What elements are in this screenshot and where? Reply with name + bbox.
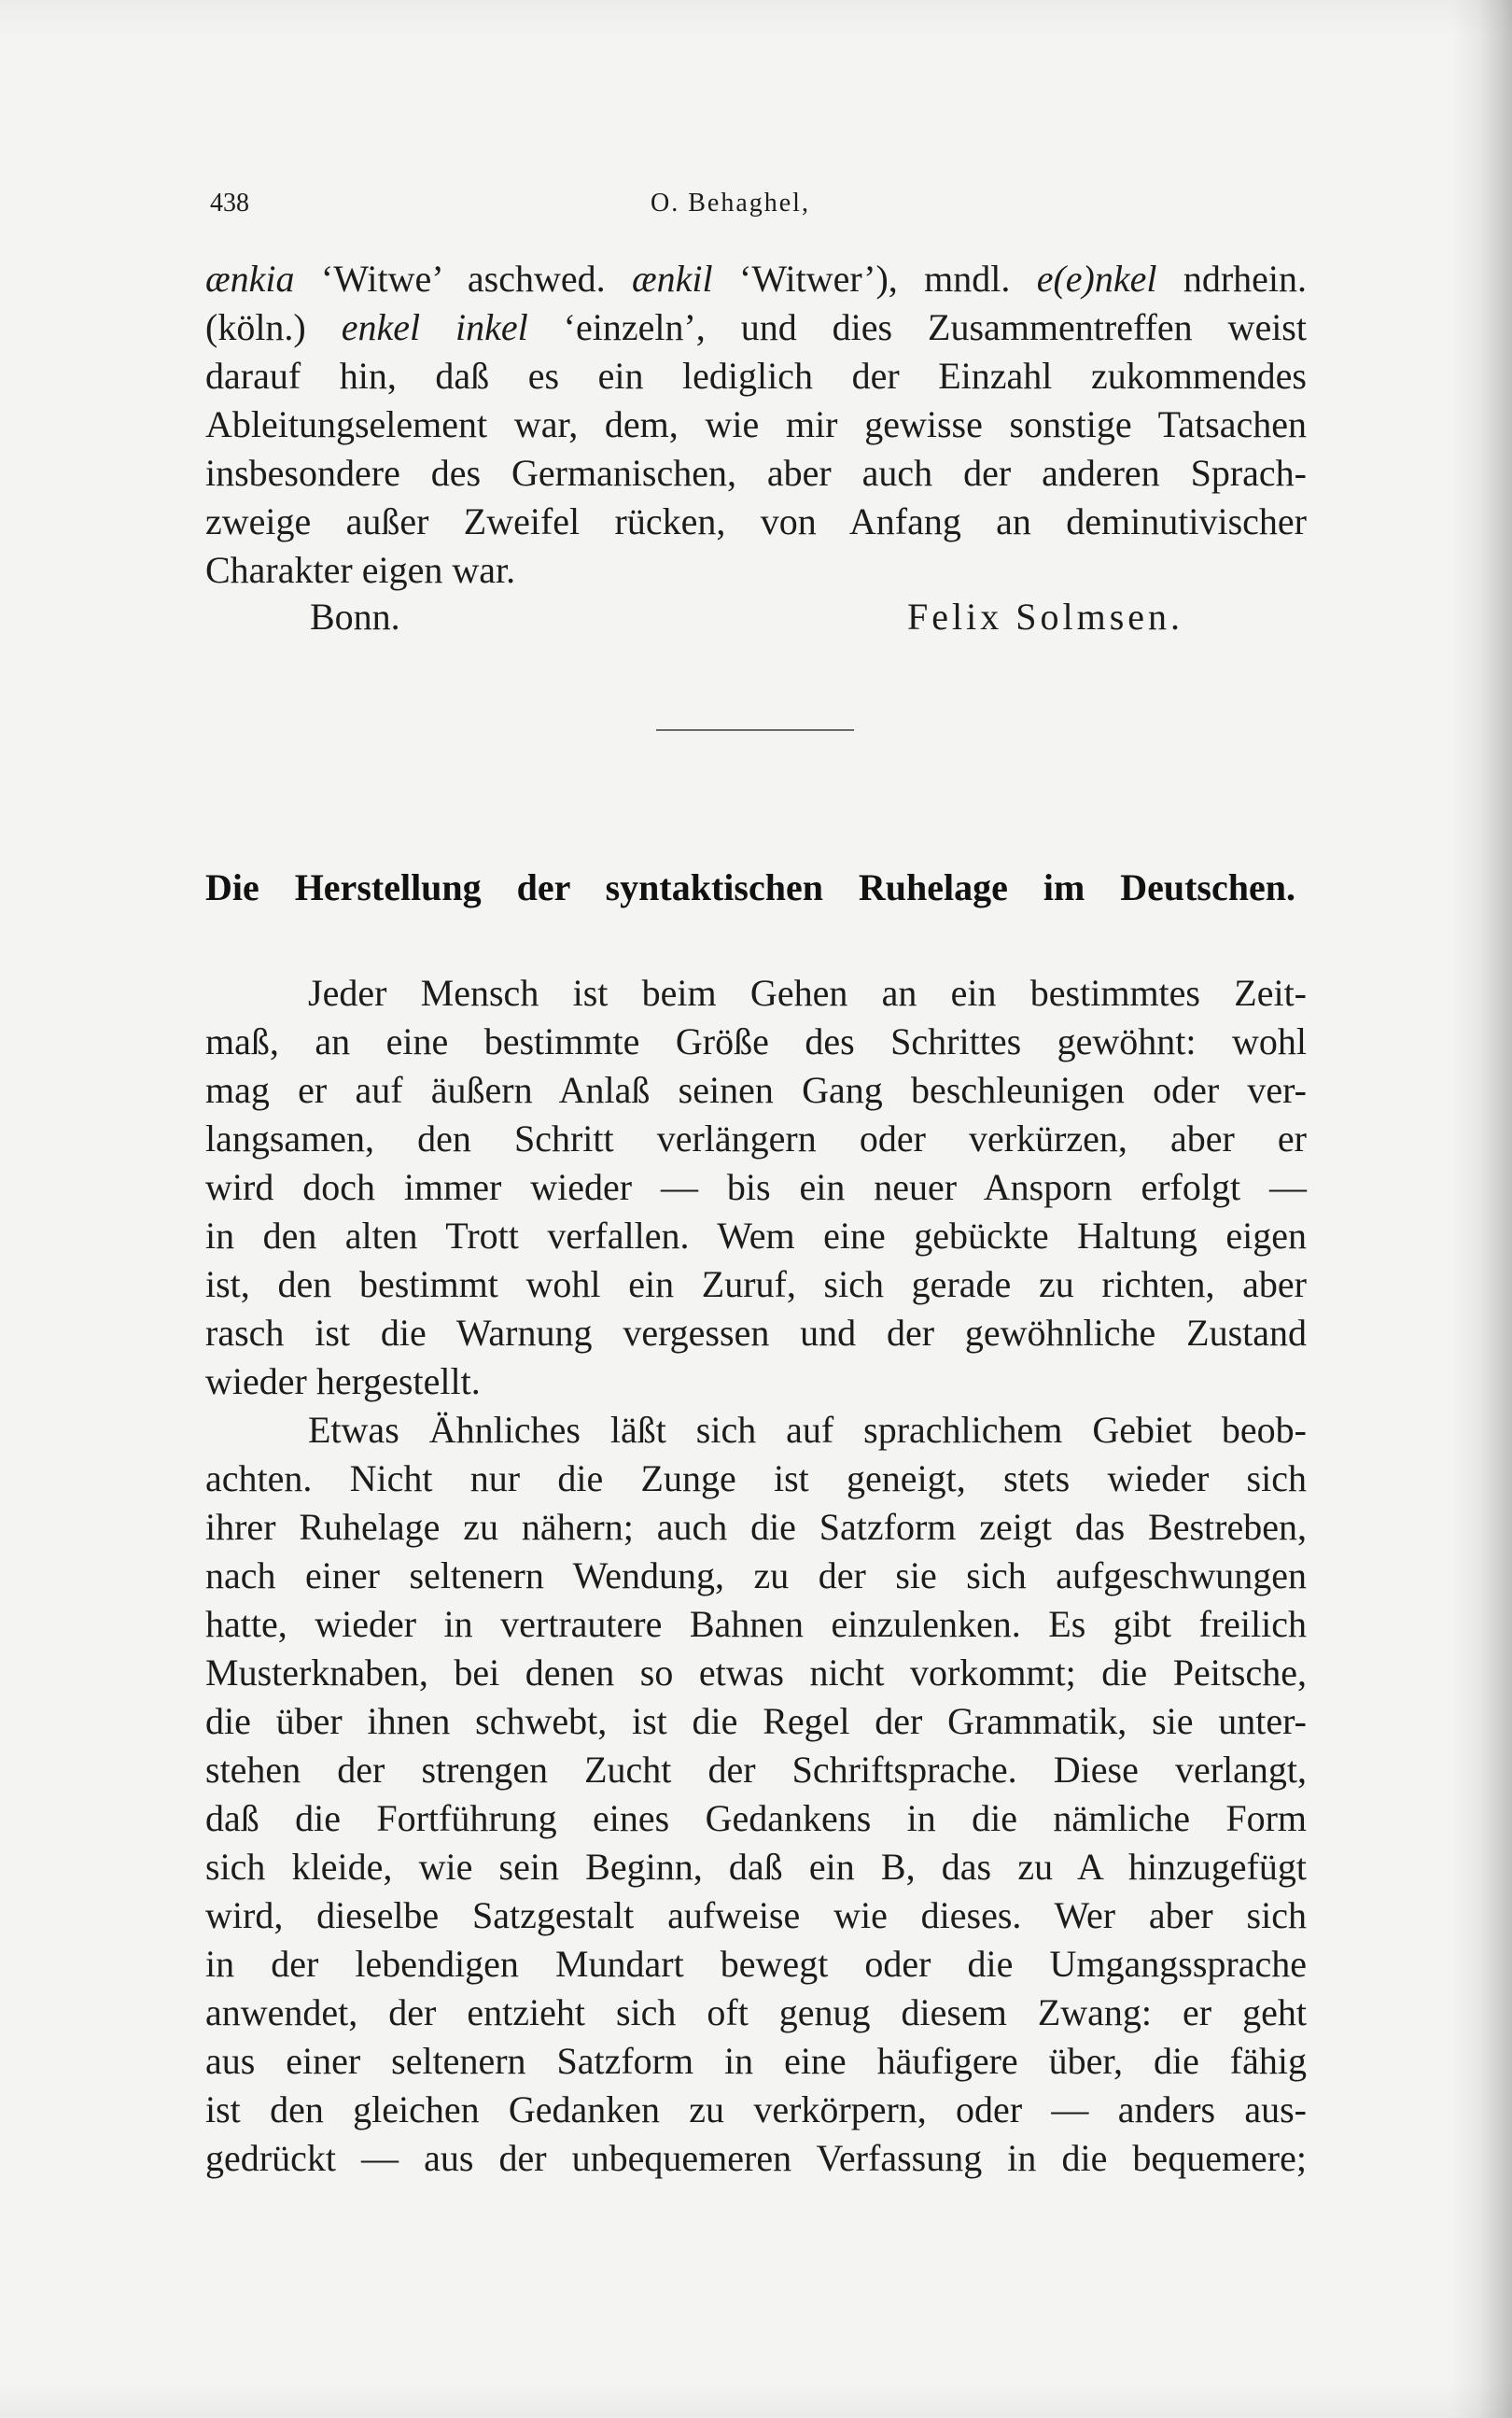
italic-word: ænkia [205,258,295,300]
signature [205,593,1307,641]
text-run: ‘Witwer’), mndl. [712,258,1037,300]
text-line: wieder hergestellt. [205,1360,481,1402]
text-line: wird, dieselbe Satzgestalt aufweise wie dieses. Wer aber sich [205,1894,1307,1936]
text-run: ndrhein. [1156,258,1308,300]
text-line: nach einer seltenern Wendung, zu der sie sich aufgeschwungen [205,1554,1307,1596]
article-title: Die Herstellung der syntaktischen Ruhelage im Deutschen. [205,866,1295,908]
text-line: Musterknaben, bei denen so etwas nicht vorkommt; die Peitsche, [205,1652,1307,1694]
italic-word: e(e)nkel [1036,258,1157,300]
text-line: Ableitungselement war, dem, wie mir gewisse sonstige Tatsachen [205,403,1307,445]
text-line: achten. Nicht nur die Zunge ist geneigt, stets wieder sich [205,1457,1307,1499]
signature-place: Bonn. [310,596,400,638]
text-line: langsamen, den Schritt verlängern oder verkürzen, aber er [205,1118,1307,1160]
page-number: 438 [210,189,249,218]
text-line: sich kleide, wie sein Beginn, daß ein B, das zu A hinzugefügt [205,1846,1307,1888]
text-run: ‘Witwe’ aschwed. [294,258,632,300]
text-line: hatte, wieder in vertrautere Bahnen einzulenken. Es gibt freilich [205,1603,1307,1645]
text-line: Etwas Ähnliches läßt sich auf sprachlichem Gebiet beob- [308,1409,1307,1451]
paragraph-2 [205,1406,1307,2183]
text-line: mag er auf äußern Anlaß seinen Gang beschleunigen oder ver- [205,1069,1307,1111]
paragraph-1 [205,969,1307,1406]
text-line: ihrer Ruhelage zu nähern; auch die Satzform zeigt das Bestreben, [205,1506,1307,1548]
text-line: wird doch immer wieder — bis ein neuer Ansporn erfolgt — [205,1166,1307,1208]
text-line: anwendet, der entzieht sich oft genug diesem Zwang: er geht [205,1991,1307,2033]
text-line: aus einer seltenern Satzform in eine häufigere über, die fähig [205,2040,1307,2082]
text-line: in der lebendigen Mundart bewegt oder die Umgangssprache [205,1943,1307,1985]
text-line: zweige außer Zweifel rücken, von Anfang an deminutivischer [205,500,1307,542]
text-line: ist, den bestimmt wohl ein Zuruf, sich gerade zu richten, aber [205,1263,1307,1305]
italic-word: enkel inkel [341,306,528,348]
text-line: Charakter eigen war. [205,549,516,591]
text-line: gedrückt — aus der unbequemeren Verfassung in die bequemere; [205,2137,1307,2179]
text-line: rasch ist die Warnung vergessen und der gewöhnliche Zustand [205,1312,1307,1354]
text-line [205,255,1307,303]
previous-article-ending [205,255,1307,595]
text-line: daß die Fortführung eines Gedankens in die nämliche Form [205,1797,1307,1839]
signature-author: Felix Solmsen. [907,596,1184,638]
text-line: Jeder Mensch ist beim Gehen an ein bestimmtes Zeit- [308,972,1307,1014]
running-head [205,187,1307,220]
section-divider [656,729,854,731]
text-line: darauf hin, daß es ein lediglich der Einzahl zukommendes [205,355,1307,397]
running-head-author: O. Behaghel, [651,189,810,218]
text-line: stehen der strengen Zucht der Schriftsprache. Diese verlangt, [205,1749,1307,1791]
text-run: ‘einzeln’, und dies Zusammentreffen weist [527,306,1307,348]
text-line: die über ihnen schwebt, ist die Regel der Grammatik, sie unter- [205,1700,1307,1742]
text-line: in den alten Trott verfallen. Wem eine gebückte Haltung eigen [205,1215,1307,1257]
italic-word: ænkil [631,258,713,300]
text-line: insbesondere des Germanischen, aber auch der anderen Sprach- [205,452,1307,494]
text-run: (köln.) [205,306,342,348]
text-line: maß, an eine bestimmte Größe des Schrittes gewöhnt: wohl [205,1020,1307,1062]
text-line [205,303,1307,352]
text-line: ist den gleichen Gedanken zu verkörpern, oder — anders aus- [205,2088,1307,2130]
